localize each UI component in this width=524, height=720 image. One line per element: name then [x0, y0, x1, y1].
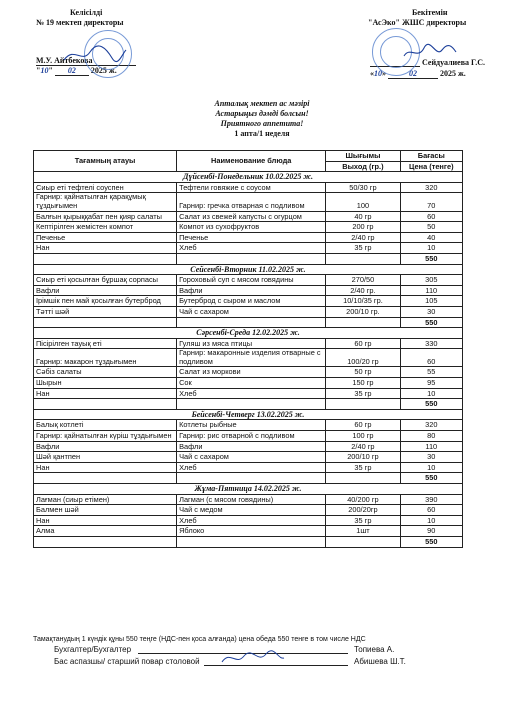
cook-signature	[218, 648, 288, 668]
dish-price: 10	[400, 388, 462, 399]
dish-yield: 200 гр	[326, 222, 400, 233]
left-signature	[60, 42, 130, 66]
dish-yield: 60 гр	[326, 338, 400, 349]
dish-price: 90	[400, 526, 462, 537]
total-row	[34, 317, 463, 328]
dish-yield: 50/30 гр	[326, 182, 400, 193]
table-row	[34, 349, 463, 367]
dish-price: 105	[400, 296, 462, 307]
dish-name-kz: Кептірілген жемістен компот	[34, 222, 177, 233]
menu-table	[33, 150, 463, 548]
company-director-name: Сейдуалиева Г.С.	[422, 58, 485, 67]
day-row	[34, 264, 463, 275]
dish-name-kz: Шырын	[34, 378, 177, 389]
dish-yield: 2/40 гр.	[326, 285, 400, 296]
empty-cell	[34, 536, 177, 547]
dish-name-ru: Хлеб	[177, 243, 326, 254]
dish-price: 60	[400, 505, 462, 516]
table-row	[34, 431, 463, 442]
menu-title	[0, 99, 524, 139]
dish-name-kz: Гарнир: қайнатылған қарақұмық тұздығымен	[34, 193, 177, 211]
dish-name-kz: Ірімшік пен май қосылған бутерброд	[34, 296, 177, 307]
approve-label: Бекітемін	[412, 8, 448, 17]
dish-yield: 100 гр	[326, 431, 400, 442]
company-director-title: "АсЭко" ЖШС директоры	[368, 18, 467, 27]
title-line-2: Астарыңыз дәмді болсын!	[215, 109, 309, 118]
dish-price: 60	[400, 211, 462, 222]
dish-yield: 10/10/35 гр.	[326, 296, 400, 307]
empty-cell	[177, 253, 326, 264]
dish-name-ru: Тефтели говяжие с соусом	[177, 182, 326, 193]
total-row	[34, 399, 463, 410]
dish-name-kz: Вафли	[34, 285, 177, 296]
dish-price: 330	[400, 338, 462, 349]
dish-name-ru: Бутерброд с сыром и маслом	[177, 296, 326, 307]
dish-name-kz: Сиыр еті қосылған бұршақ сорпасы	[34, 275, 177, 286]
day-total: 550	[400, 536, 462, 547]
dish-price: 110	[400, 285, 462, 296]
left-date-day: 10	[40, 66, 49, 75]
table-row	[34, 420, 463, 431]
dish-name-kz: Гарнир: қайнатылған күріш тұздығымен	[34, 431, 177, 442]
right-date: «10» 02 2025 ж.	[370, 69, 466, 78]
title-line-1: Апталық мектеп ас мәзірі	[214, 99, 310, 108]
price-note: Тамақтанудың 1 күндік құны 550 теңге (НДС-пен қоса алғанда) цена обеда 550 тенге в том числе НДС	[33, 636, 366, 643]
table-row	[34, 367, 463, 378]
dish-price: 70	[400, 193, 462, 211]
dish-name-ru: Компот из сухофруктов	[177, 222, 326, 233]
left-date-year: 2025 ж.	[90, 66, 117, 75]
dish-yield: 40/200 гр	[326, 494, 400, 505]
dish-name-ru: Вафли	[177, 285, 326, 296]
empty-cell	[326, 317, 400, 328]
dish-yield: 1шт	[326, 526, 400, 537]
day-total: 550	[400, 253, 462, 264]
table-row	[34, 441, 463, 452]
dish-yield: 200/10 гр	[326, 452, 400, 463]
dish-name-ru: Салат из моркови	[177, 367, 326, 378]
dish-price: 50	[400, 222, 462, 233]
cook-label: Бас аспазшы/ старший повар столовой	[54, 657, 200, 666]
dish-name-ru: Котлеты рыбные	[177, 420, 326, 431]
dish-yield: 50 гр	[326, 367, 400, 378]
dish-price: 80	[400, 431, 462, 442]
dish-name-kz: Нан	[34, 243, 177, 254]
dish-name-ru: Чай с сахаром	[177, 452, 326, 463]
table-row	[34, 494, 463, 505]
dish-name-kz: Нан	[34, 388, 177, 399]
dish-price: 30	[400, 306, 462, 317]
dish-name-ru: Гарнир: гречка отварная с подливом	[177, 193, 326, 211]
dish-name-ru: Лагман (с мясом говядины)	[177, 494, 326, 505]
dish-yield: 35 гр	[326, 462, 400, 473]
total-row	[34, 473, 463, 484]
dish-name-kz: Шәй қантпен	[34, 452, 177, 463]
table-row	[34, 505, 463, 516]
dish-yield: 200/10 гр.	[326, 306, 400, 317]
dish-name-ru: Чай с медом	[177, 505, 326, 516]
dish-yield: 40 гр	[326, 211, 400, 222]
cook-name: Абишева Ш.Т.	[354, 657, 406, 666]
table-row	[34, 182, 463, 193]
dish-name-ru: Гарнир: макаронные изделия отварные с подливом	[177, 349, 326, 367]
empty-cell	[34, 253, 177, 264]
table-row	[34, 526, 463, 537]
empty-cell	[326, 473, 400, 484]
empty-cell	[177, 399, 326, 410]
dish-name-kz: Пісірілген тауық еті	[34, 338, 177, 349]
dish-name-ru: Гороховый суп с мясом говядины	[177, 275, 326, 286]
table-header-row	[34, 151, 463, 162]
right-date-month: 02	[388, 69, 438, 79]
dish-yield: 2/40 гр	[326, 441, 400, 452]
empty-cell	[177, 536, 326, 547]
table-row	[34, 452, 463, 463]
dish-price: 40	[400, 232, 462, 243]
dish-name-kz: Печенье	[34, 232, 177, 243]
title-line-3: Приятного аппетита!	[220, 119, 304, 128]
dish-name-kz: Алма	[34, 526, 177, 537]
dish-name-ru: Хлеб	[177, 462, 326, 473]
dish-yield: 100	[326, 193, 400, 211]
dish-yield: 150 гр	[326, 378, 400, 389]
dish-price: 55	[400, 367, 462, 378]
dish-yield: 35 гр	[326, 243, 400, 254]
table-row	[34, 306, 463, 317]
table-row	[34, 388, 463, 399]
header-name-ru: Наименование блюда	[177, 151, 326, 172]
right-date-year: 2025 ж.	[440, 69, 466, 78]
dish-yield: 35 гр	[326, 515, 400, 526]
day-total: 550	[400, 399, 462, 410]
dish-yield: 200/20гр	[326, 505, 400, 516]
dish-price: 95	[400, 378, 462, 389]
dish-yield: 270/50	[326, 275, 400, 286]
dish-name-kz: Сиыр еті тефтелі соуспен	[34, 182, 177, 193]
empty-cell	[34, 399, 177, 410]
dish-name-ru: Вафли	[177, 441, 326, 452]
dish-name-kz: Нан	[34, 515, 177, 526]
day-title: Бейсенбі-Четверг 13.02.2025 ж.	[34, 409, 463, 420]
right-date-day: 10	[374, 69, 382, 78]
dish-name-ru: Яблоко	[177, 526, 326, 537]
table-row	[34, 232, 463, 243]
table-row	[34, 193, 463, 211]
header-price-kz: Бағасы	[400, 151, 462, 162]
dish-name-kz: Балғын қырыққабат пен қияр салаты	[34, 211, 177, 222]
table-row	[34, 275, 463, 286]
left-date-month: 02	[55, 66, 89, 76]
dish-yield: 2/40 гр	[326, 232, 400, 243]
day-title: Дүйсенбі-Понедельник 10.02.2025 ж.	[34, 172, 463, 183]
accountant-name: Топиева А.	[354, 645, 395, 654]
day-title: Сейсенбі-Вторник 11.02.2025 ж.	[34, 264, 463, 275]
table-row	[34, 211, 463, 222]
dish-name-kz: Сәбіз салаты	[34, 367, 177, 378]
dish-name-kz: Вафли	[34, 441, 177, 452]
day-total: 550	[400, 473, 462, 484]
dish-price: 110	[400, 441, 462, 452]
table-row	[34, 515, 463, 526]
dish-name-ru: Печенье	[177, 232, 326, 243]
header-price-ru: Цена (тенге)	[400, 161, 462, 172]
empty-cell	[326, 399, 400, 410]
day-row	[34, 409, 463, 420]
dish-price: 390	[400, 494, 462, 505]
dish-name-ru: Сок	[177, 378, 326, 389]
day-title: Сәрсенбі-Среда 12.02.2025 ж.	[34, 328, 463, 339]
dish-price: 10	[400, 462, 462, 473]
school-director-title: № 19 мектеп директоры	[36, 18, 124, 27]
dish-name-kz: Гарнир: макарон тұздығымен	[34, 349, 177, 367]
empty-cell	[326, 253, 400, 264]
table-row	[34, 243, 463, 254]
table-row	[34, 462, 463, 473]
dish-name-ru: Гарнир: рис отварной с подливом	[177, 431, 326, 442]
dish-price: 10	[400, 243, 462, 254]
approval-label: Келісілді	[70, 8, 103, 17]
dish-price: 320	[400, 420, 462, 431]
day-row	[34, 172, 463, 183]
school-director-name: М.У. Айтбекова	[36, 56, 136, 66]
table-row	[34, 285, 463, 296]
empty-cell	[34, 473, 177, 484]
empty-cell	[326, 536, 400, 547]
dish-price: 10	[400, 515, 462, 526]
empty-cell	[34, 317, 177, 328]
dish-name-ru: Салат из свежей капусты с огурцом	[177, 211, 326, 222]
dish-name-kz: Балық котлеті	[34, 420, 177, 431]
header-yield-ru: Выход (гр.)	[326, 161, 400, 172]
empty-cell	[177, 473, 326, 484]
accountant-label: Бухгалтер/Бухгалтер	[54, 645, 132, 654]
title-line-4: 1 апта/1 неделя	[234, 129, 290, 138]
dish-name-ru: Гуляш из мяса птицы	[177, 338, 326, 349]
dish-name-ru: Чай с сахаром	[177, 306, 326, 317]
header-yield-kz: Шығымы	[326, 151, 400, 162]
dish-yield: 100/20 гр	[326, 349, 400, 367]
total-row	[34, 536, 463, 547]
dish-price: 60	[400, 349, 462, 367]
table-row	[34, 338, 463, 349]
dish-price: 320	[400, 182, 462, 193]
day-title: Жұма-Пятница 14.02.2025 ж.	[34, 484, 463, 495]
dish-name-kz: Балмен шәй	[34, 505, 177, 516]
dish-yield: 60 гр	[326, 420, 400, 431]
right-signature	[400, 40, 460, 64]
day-total: 550	[400, 317, 462, 328]
dish-name-kz: Нан	[34, 462, 177, 473]
dish-name-ru: Хлеб	[177, 388, 326, 399]
dish-name-ru: Хлеб	[177, 515, 326, 526]
header-name-kz: Тағамның атауы	[34, 151, 177, 172]
dish-price: 305	[400, 275, 462, 286]
total-row	[34, 253, 463, 264]
dish-price: 30	[400, 452, 462, 463]
table-row	[34, 378, 463, 389]
dish-yield: 35 гр	[326, 388, 400, 399]
empty-cell	[177, 317, 326, 328]
day-row	[34, 328, 463, 339]
left-date: "10" 02 2025 ж.	[36, 66, 117, 75]
table-row	[34, 222, 463, 233]
day-row	[34, 484, 463, 495]
dish-name-kz: Тәтті шәй	[34, 306, 177, 317]
table-row	[34, 296, 463, 307]
dish-name-kz: Лағман (сиыр етімен)	[34, 494, 177, 505]
